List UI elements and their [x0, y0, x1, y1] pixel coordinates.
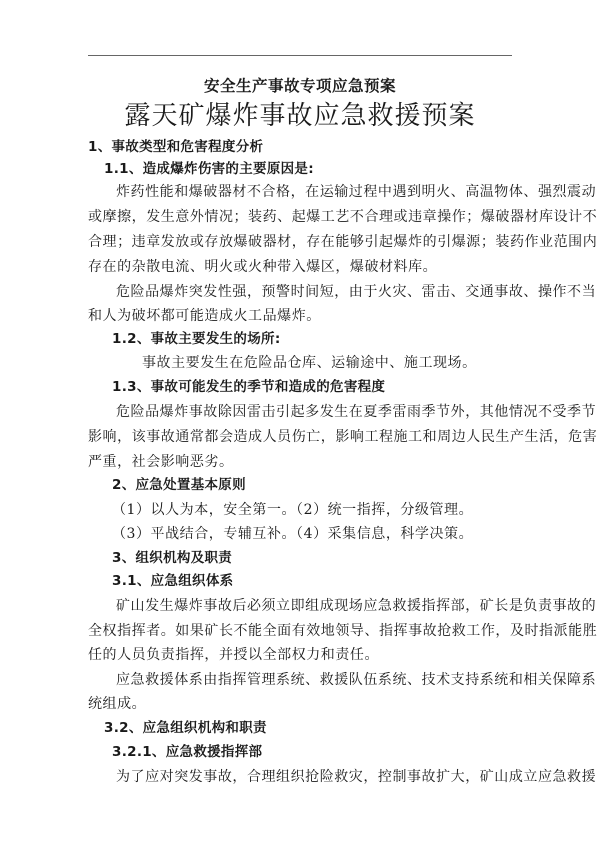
section-3-1-heading: 3.1、应急组织体系: [112, 573, 234, 589]
paragraph-line: 合理；违章发放或存放爆破器材，存在能够引起爆炸的引爆源；装药作业范围内: [88, 234, 598, 250]
section-2-heading: 2、应急处置基本原则: [112, 477, 246, 493]
paragraph-line: 任的人员负责指挥，并授以全部权力和责任。: [88, 647, 379, 663]
section-1-heading: 1、事故类型和危害程度分析: [88, 139, 264, 155]
document-title: 露天矿爆炸事故应急救援预案: [124, 101, 476, 131]
paragraph-line: 矿山发生爆炸事故后必须立即组成现场应急救援指挥部，矿长是负责事故的: [116, 598, 597, 614]
paragraph-line: 影响，该事故通常都会造成人员伤亡，影响工程施工和周边人民生产生活，危害: [88, 429, 598, 445]
paragraph-line: 事故主要发生在危险品仓库、运输途中、施工现场。: [142, 355, 477, 371]
paragraph-line: 炸药性能和爆破器材不合格，在运输过程中遇到明火、高温物体、强烈震动: [116, 184, 597, 200]
paragraph-line: 危险品爆炸事故除因雷击引起多发生在夏季雷雨季节外，其他情况不受季节: [116, 404, 597, 420]
paragraph-line: 应急救援体系由指挥管理系统、救援队伍系统、技术支持系统和相关保障系: [116, 672, 597, 688]
paragraph-line: 统组成。: [88, 696, 147, 712]
paragraph-line: 全权指挥者。如果矿长不能全面有效地领导、指挥事故抢救工作，及时指派能胜: [88, 623, 598, 639]
section-1-1-heading: 1.1、造成爆炸伤害的主要原因是:: [104, 161, 314, 177]
section-3-2-1-heading: 3.2.1、应急救援指挥部: [112, 744, 263, 760]
header-rule: [88, 55, 512, 56]
paragraph-line: 或摩擦，发生意外情况；装药、起爆工艺不合理或违章操作；爆破器材库设计不: [88, 209, 598, 225]
section-3-heading: 3、组织机构及职责: [112, 550, 233, 566]
section-1-2-heading: 1.2、事故主要发生的场所:: [112, 331, 281, 347]
document-header: 安全生产事故专项应急预案: [203, 77, 396, 95]
section-3-2-heading: 3.2、应急组织机构和职责: [104, 720, 267, 736]
paragraph-line: 严重，社会影响恶劣。: [88, 454, 234, 470]
principle-line: （3）平战结合，专辅互补。（4）采集信息，科学决策。: [112, 526, 474, 542]
section-1-3-heading: 1.3、事故可能发生的季节和造成的危害程度: [112, 379, 386, 395]
paragraph-line: 和人为破坏都可能造成火工品爆炸。: [88, 308, 321, 324]
paragraph-line: 为了应对突发事故，合理组织抢险救灾，控制事故扩大，矿山成立应急救援: [116, 769, 597, 785]
paragraph-line: 存在的杂散电流、明火或火种带入爆区，爆破材料库。: [88, 259, 438, 275]
principle-line: （1）以人为本，安全第一。（2）统一指挥，分级管理。: [112, 502, 474, 518]
paragraph-line: 危险品爆炸突发性强，预警时间短，由于火灾、雷击、交通事故、操作不当: [116, 284, 597, 300]
